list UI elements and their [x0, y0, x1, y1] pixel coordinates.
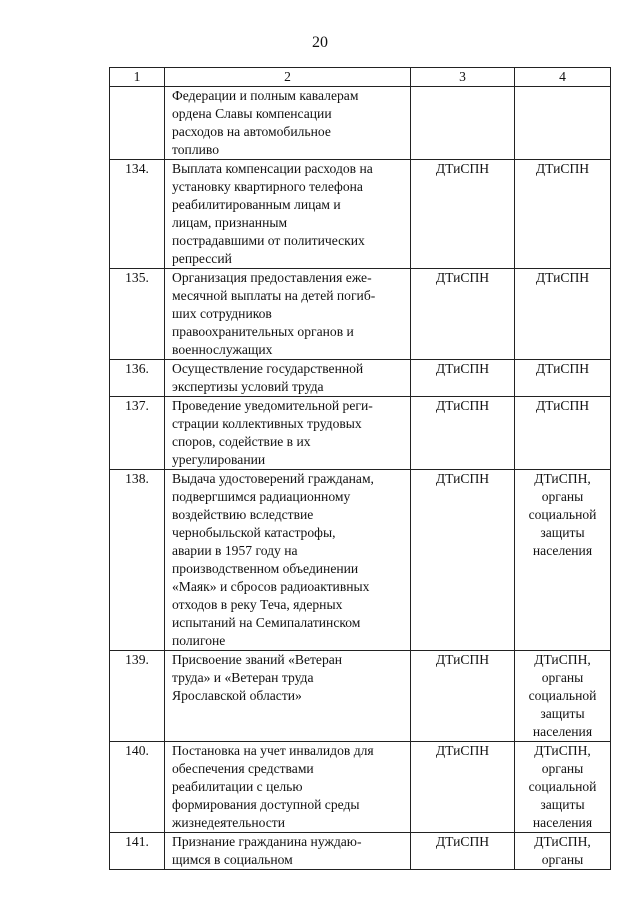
responsible-authority — [411, 742, 515, 833]
responsible-authority-line: ДТиСПН — [435, 834, 490, 849]
service-description-line: отходов в реку Теча, ядерных — [172, 597, 343, 612]
executing-authority-line: ДТиСПН — [535, 270, 590, 285]
service-description-line: воздействию вследствие — [172, 507, 314, 522]
responsible-authority-line: ДТиСПН — [435, 270, 490, 285]
table-row — [110, 87, 611, 160]
responsible-authority — [411, 397, 515, 470]
service-description-line: реабилитации с целью — [172, 779, 303, 794]
responsible-authority-line: ДТиСПН — [435, 743, 490, 758]
executing-authority-line: ДТиСПН — [535, 398, 590, 413]
service-description-line: месячной выплаты на детей погиб- — [172, 288, 376, 303]
service-description-line: Выдача удостоверений гражданам, — [172, 471, 374, 486]
service-description-line: аварии в 1957 году на — [172, 543, 298, 558]
service-description-line: страции коллективных трудовых — [172, 416, 362, 431]
service-description-line: подвергшимся радиационному — [172, 489, 351, 504]
service-description-line: Постановка на учет инвалидов для — [172, 743, 374, 758]
service-description-line: «Маяк» и сбросов радиоактивных — [172, 579, 370, 594]
executing-authority-line: ДТиСПН, — [534, 834, 591, 849]
service-description-line: Проведение уведомительной реги- — [172, 398, 373, 413]
table-row — [110, 397, 611, 470]
service-description-line: Осуществление государственной — [172, 361, 364, 376]
executing-authority-line: населения — [532, 724, 593, 739]
table-row — [110, 360, 611, 397]
service-description — [165, 397, 411, 470]
responsible-authority-line: ДТиСПН — [435, 161, 490, 176]
responsible-authority-line: ДТиСПН — [435, 398, 490, 413]
executing-authority-line: социальной — [528, 507, 597, 522]
service-description — [165, 87, 411, 160]
service-description-line: жизнедеятельности — [172, 815, 285, 830]
service-description-line: ших сотрудников — [172, 306, 272, 321]
table-row — [110, 742, 611, 833]
executing-authority-line: органы — [541, 761, 584, 776]
service-description-line: обеспечения средствами — [172, 761, 314, 776]
responsible-authority — [411, 833, 515, 870]
responsible-authority — [411, 160, 515, 269]
executing-authority — [515, 87, 611, 160]
executing-authority-line: социальной — [528, 779, 597, 794]
row-number: 134. — [110, 160, 165, 269]
service-description-line: ордена Славы компенсации — [172, 106, 332, 121]
service-description-line: топливо — [172, 142, 220, 157]
service-description-line: щимся в социальном — [172, 852, 293, 867]
row-number: 136. — [110, 360, 165, 397]
row-number: 141. — [110, 833, 165, 870]
executing-authority-line: защиты — [540, 706, 585, 721]
responsible-authority — [411, 87, 515, 160]
executing-authority-line: населения — [532, 543, 593, 558]
services-table — [109, 67, 611, 870]
executing-authority — [515, 742, 611, 833]
executing-authority-line: органы — [541, 670, 584, 685]
service-description-line: споров, содействие в их — [172, 434, 311, 449]
service-description-line: военнослужащих — [172, 342, 273, 357]
executing-authority-line: органы — [541, 852, 584, 867]
table-row — [110, 269, 611, 360]
executing-authority-line: органы — [541, 489, 584, 504]
header-col-3: 3 — [411, 68, 515, 87]
row-number: 139. — [110, 651, 165, 742]
responsible-authority — [411, 470, 515, 651]
row-number — [110, 87, 165, 160]
service-description-line: правоохранительных органов и — [172, 324, 354, 339]
service-description-line: полигоне — [172, 633, 226, 648]
service-description-line: установку квартирного телефона — [172, 179, 363, 194]
executing-authority-line: защиты — [540, 525, 585, 540]
service-description-line: Организация предоставления еже- — [172, 270, 372, 285]
table-row — [110, 651, 611, 742]
header-col-4: 4 — [515, 68, 611, 87]
header-col-2: 2 — [165, 68, 411, 87]
executing-authority — [515, 160, 611, 269]
executing-authority-line: ДТиСПН, — [534, 743, 591, 758]
service-description-line: чернобыльской катастрофы, — [172, 525, 336, 540]
responsible-authority-line: ДТиСПН — [435, 652, 490, 667]
executing-authority — [515, 470, 611, 651]
service-description — [165, 160, 411, 269]
row-number: 135. — [110, 269, 165, 360]
service-description-line: репрессий — [172, 251, 232, 266]
executing-authority-line: социальной — [528, 688, 597, 703]
responsible-authority-line: ДТиСПН — [435, 361, 490, 376]
executing-authority — [515, 269, 611, 360]
executing-authority — [515, 833, 611, 870]
row-number: 138. — [110, 470, 165, 651]
page-number: 20 — [312, 34, 328, 51]
responsible-authority-line: ДТиСПН — [435, 471, 490, 486]
responsible-authority — [411, 269, 515, 360]
table-body — [110, 87, 611, 870]
service-description-line: Выплата компенсации расходов на — [172, 161, 373, 176]
executing-authority — [515, 360, 611, 397]
executing-authority-line: ДТиСПН — [535, 161, 590, 176]
executing-authority-line: ДТиСПН, — [534, 471, 591, 486]
service-description-line: пострадавшими от политических — [172, 233, 365, 248]
row-number: 140. — [110, 742, 165, 833]
executing-authority-line: ДТиСПН — [535, 361, 590, 376]
service-description-line: формирования доступной среды — [172, 797, 360, 812]
executing-authority — [515, 651, 611, 742]
service-description-line: испытаний на Семипалатинском — [172, 615, 361, 630]
service-description-line: лицам, признанным — [172, 215, 288, 230]
service-description — [165, 269, 411, 360]
executing-authority — [515, 397, 611, 470]
responsible-authority — [411, 360, 515, 397]
service-description-line: производственном объединении — [172, 561, 359, 576]
service-description-line: расходов на автомобильное — [172, 124, 331, 139]
service-description — [165, 651, 411, 742]
service-description-line: Федерации и полным кавалерам — [172, 88, 359, 103]
service-description-line: Присвоение званий «Ветеран — [172, 652, 343, 667]
service-description-line: Признание гражданина нуждаю- — [172, 834, 362, 849]
executing-authority-line: ДТиСПН, — [534, 652, 591, 667]
service-description — [165, 833, 411, 870]
service-description-line: экспертизы условий труда — [172, 379, 324, 394]
service-description-line: Ярославской области» — [172, 688, 302, 703]
executing-authority-line: населения — [532, 815, 593, 830]
row-number: 137. — [110, 397, 165, 470]
header-col-1: 1 — [110, 68, 165, 87]
service-description-line: урегулировании — [172, 452, 266, 467]
table-row — [110, 470, 611, 651]
table-row — [110, 833, 611, 870]
service-description — [165, 470, 411, 651]
service-description — [165, 360, 411, 397]
table-row — [110, 160, 611, 269]
service-description-line: реабилитированным лицам и — [172, 197, 341, 212]
service-description-line: труда» и «Ветеран труда — [172, 670, 314, 685]
header-row — [110, 68, 611, 87]
executing-authority-line: защиты — [540, 797, 585, 812]
responsible-authority — [411, 651, 515, 742]
service-description — [165, 742, 411, 833]
